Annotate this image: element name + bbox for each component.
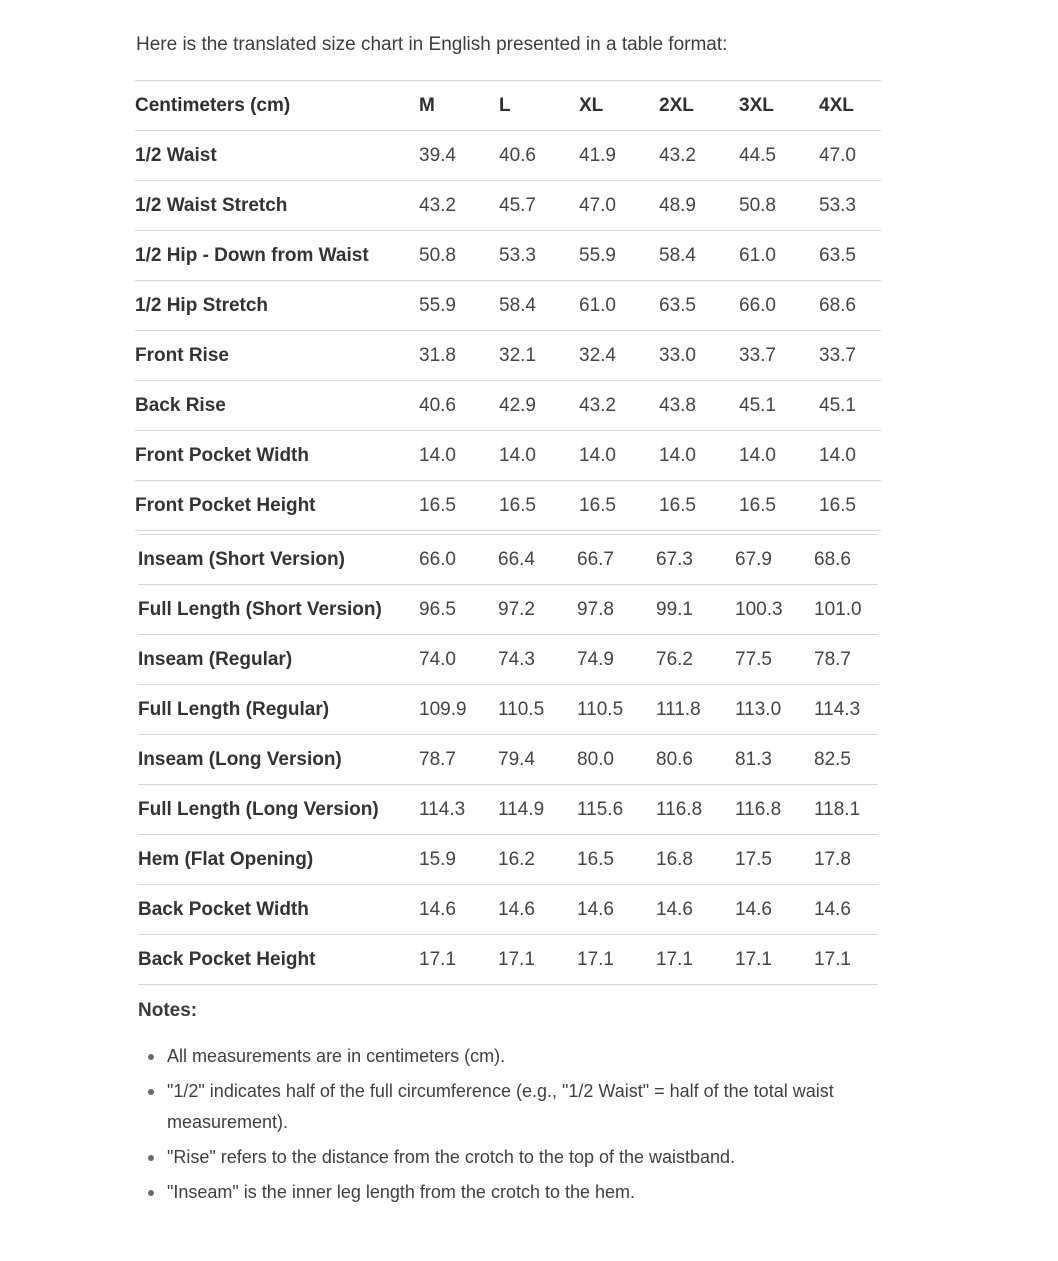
measurement-cell: 17.1	[656, 935, 735, 985]
measurement-cell: 41.9	[579, 131, 659, 181]
table-row	[135, 381, 881, 431]
measurement-cell: 45.1	[819, 381, 881, 431]
measurement-cell: 96.5	[419, 585, 498, 635]
table-row	[138, 535, 878, 585]
measurement-cell: 32.4	[579, 331, 659, 381]
measurement-cell: 16.5	[419, 481, 499, 531]
table-row	[138, 885, 878, 935]
note-item: "Rise" refers to the distance from the crotch to the top of the waistband.	[148, 1142, 888, 1173]
header-cell: 2XL	[659, 81, 739, 131]
row-label: Back Pocket Height	[138, 935, 419, 985]
note-item: All measurements are in centimeters (cm).	[148, 1041, 888, 1072]
row-label: Full Length (Long Version)	[138, 785, 419, 835]
measurement-cell: 77.5	[735, 635, 814, 685]
measurement-cell: 97.8	[577, 585, 656, 635]
notes-list	[148, 1041, 888, 1212]
measurement-cell: 14.6	[656, 885, 735, 935]
table-row	[135, 431, 881, 481]
measurement-cell: 76.2	[656, 635, 735, 685]
header-cell: Centimeters (cm)	[135, 81, 419, 131]
measurement-cell: 40.6	[419, 381, 499, 431]
measurement-cell: 74.3	[498, 635, 577, 685]
table-row	[135, 231, 881, 281]
measurement-cell: 80.0	[577, 735, 656, 785]
measurement-cell: 58.4	[659, 231, 739, 281]
measurement-cell: 43.8	[659, 381, 739, 431]
row-label: 1/2 Waist Stretch	[135, 181, 419, 231]
measurement-cell: 79.4	[498, 735, 577, 785]
measurement-cell: 14.6	[419, 885, 498, 935]
table-row	[138, 785, 878, 835]
measurement-cell: 97.2	[498, 585, 577, 635]
measurement-cell: 17.1	[577, 935, 656, 985]
measurement-cell: 114.3	[814, 685, 878, 735]
table-row	[135, 181, 881, 231]
measurement-cell: 17.1	[498, 935, 577, 985]
measurement-cell: 47.0	[819, 131, 881, 181]
measurement-cell: 47.0	[579, 181, 659, 231]
measurement-cell: 66.7	[577, 535, 656, 585]
measurement-cell: 14.6	[735, 885, 814, 935]
measurement-cell: 17.1	[814, 935, 878, 985]
measurement-cell: 80.6	[656, 735, 735, 785]
table-row	[135, 131, 881, 181]
measurement-cell: 14.6	[814, 885, 878, 935]
measurement-cell: 43.2	[659, 131, 739, 181]
table-header-row	[135, 81, 881, 131]
measurement-cell: 118.1	[814, 785, 878, 835]
measurement-cell: 33.7	[819, 331, 881, 381]
measurement-cell: 16.5	[659, 481, 739, 531]
intro-text: Here is the translated size chart in English presented in a table format:	[136, 34, 728, 55]
measurement-cell: 55.9	[579, 231, 659, 281]
measurement-cell: 63.5	[659, 281, 739, 331]
measurement-cell: 67.3	[656, 535, 735, 585]
measurement-cell: 14.6	[577, 885, 656, 935]
measurement-cell: 14.0	[659, 431, 739, 481]
measurement-cell: 16.5	[739, 481, 819, 531]
measurement-cell: 14.6	[498, 885, 577, 935]
measurement-cell: 16.8	[656, 835, 735, 885]
measurement-cell: 44.5	[739, 131, 819, 181]
table-body-upper	[135, 131, 881, 531]
measurement-cell: 61.0	[739, 231, 819, 281]
measurement-cell: 42.9	[499, 381, 579, 431]
note-item: "1/2" indicates half of the full circumference (e.g., "1/2 Waist" = half of the total waist measurement).	[148, 1076, 888, 1138]
table-row	[138, 735, 878, 785]
measurement-cell: 55.9	[419, 281, 499, 331]
measurement-cell: 100.3	[735, 585, 814, 635]
measurement-cell: 17.1	[419, 935, 498, 985]
table-row	[138, 685, 878, 735]
row-label: Hem (Flat Opening)	[138, 835, 419, 885]
table-row	[135, 481, 881, 531]
measurement-cell: 81.3	[735, 735, 814, 785]
measurement-cell: 66.4	[498, 535, 577, 585]
measurement-cell: 50.8	[739, 181, 819, 231]
measurement-cell: 16.5	[819, 481, 881, 531]
table-row	[135, 281, 881, 331]
measurement-cell: 114.9	[498, 785, 577, 835]
row-label: Inseam (Regular)	[138, 635, 419, 685]
measurement-cell: 82.5	[814, 735, 878, 785]
measurement-cell: 31.8	[419, 331, 499, 381]
measurement-cell: 110.5	[498, 685, 577, 735]
measurement-cell: 68.6	[819, 281, 881, 331]
measurement-cell: 61.0	[579, 281, 659, 331]
measurement-cell: 43.2	[419, 181, 499, 231]
row-label: 1/2 Waist	[135, 131, 419, 181]
measurement-cell: 32.1	[499, 331, 579, 381]
measurement-cell: 33.0	[659, 331, 739, 381]
measurement-cell: 74.0	[419, 635, 498, 685]
measurement-cell: 111.8	[656, 685, 735, 735]
measurement-cell: 45.7	[499, 181, 579, 231]
size-table-upper	[135, 80, 881, 531]
table-body-lower	[138, 535, 878, 985]
measurement-cell: 43.2	[579, 381, 659, 431]
measurement-cell: 39.4	[419, 131, 499, 181]
measurement-cell: 116.8	[656, 785, 735, 835]
row-label: Front Pocket Height	[135, 481, 419, 531]
measurement-cell: 50.8	[419, 231, 499, 281]
header-cell: M	[419, 81, 499, 131]
measurement-cell: 66.0	[739, 281, 819, 331]
measurement-cell: 40.6	[499, 131, 579, 181]
table-row	[138, 935, 878, 985]
measurement-cell: 15.9	[419, 835, 498, 885]
measurement-cell: 14.0	[499, 431, 579, 481]
measurement-cell: 14.0	[419, 431, 499, 481]
header-cell: L	[499, 81, 579, 131]
measurement-cell: 67.9	[735, 535, 814, 585]
measurement-cell: 16.5	[577, 835, 656, 885]
measurement-cell: 17.8	[814, 835, 878, 885]
row-label: Inseam (Short Version)	[138, 535, 419, 585]
table-row	[138, 835, 878, 885]
table-row	[135, 331, 881, 381]
row-label: Back Rise	[135, 381, 419, 431]
measurement-cell: 14.0	[739, 431, 819, 481]
measurement-cell: 115.6	[577, 785, 656, 835]
size-table-lower	[138, 534, 878, 985]
measurement-cell: 16.5	[499, 481, 579, 531]
measurement-cell: 78.7	[814, 635, 878, 685]
measurement-cell: 17.5	[735, 835, 814, 885]
measurement-cell: 45.1	[739, 381, 819, 431]
measurement-cell: 16.5	[579, 481, 659, 531]
measurement-cell: 109.9	[419, 685, 498, 735]
measurement-cell: 113.0	[735, 685, 814, 735]
row-label: 1/2 Hip Stretch	[135, 281, 419, 331]
row-label: Front Rise	[135, 331, 419, 381]
row-label: Back Pocket Width	[138, 885, 419, 935]
row-label: 1/2 Hip - Down from Waist	[135, 231, 419, 281]
measurement-cell: 74.9	[577, 635, 656, 685]
row-label: Full Length (Short Version)	[138, 585, 419, 635]
measurement-cell: 53.3	[819, 181, 881, 231]
measurement-cell: 66.0	[419, 535, 498, 585]
row-label: Front Pocket Width	[135, 431, 419, 481]
measurement-cell: 99.1	[656, 585, 735, 635]
table-row	[138, 585, 878, 635]
row-label: Full Length (Regular)	[138, 685, 419, 735]
header-cell: XL	[579, 81, 659, 131]
measurement-cell: 116.8	[735, 785, 814, 835]
measurement-cell: 53.3	[499, 231, 579, 281]
notes-title: Notes:	[138, 1000, 198, 1021]
measurement-cell: 101.0	[814, 585, 878, 635]
measurement-cell: 14.0	[819, 431, 881, 481]
table-row	[138, 635, 878, 685]
measurement-cell: 17.1	[735, 935, 814, 985]
measurement-cell: 78.7	[419, 735, 498, 785]
measurement-cell: 58.4	[499, 281, 579, 331]
note-item: "Inseam" is the inner leg length from the crotch to the hem.	[148, 1177, 888, 1208]
measurement-cell: 114.3	[419, 785, 498, 835]
header-cell: 4XL	[819, 81, 881, 131]
measurement-cell: 68.6	[814, 535, 878, 585]
measurement-cell: 14.0	[579, 431, 659, 481]
measurement-cell: 33.7	[739, 331, 819, 381]
measurement-cell: 63.5	[819, 231, 881, 281]
header-cell: 3XL	[739, 81, 819, 131]
measurement-cell: 48.9	[659, 181, 739, 231]
row-label: Inseam (Long Version)	[138, 735, 419, 785]
measurement-cell: 16.2	[498, 835, 577, 885]
measurement-cell: 110.5	[577, 685, 656, 735]
